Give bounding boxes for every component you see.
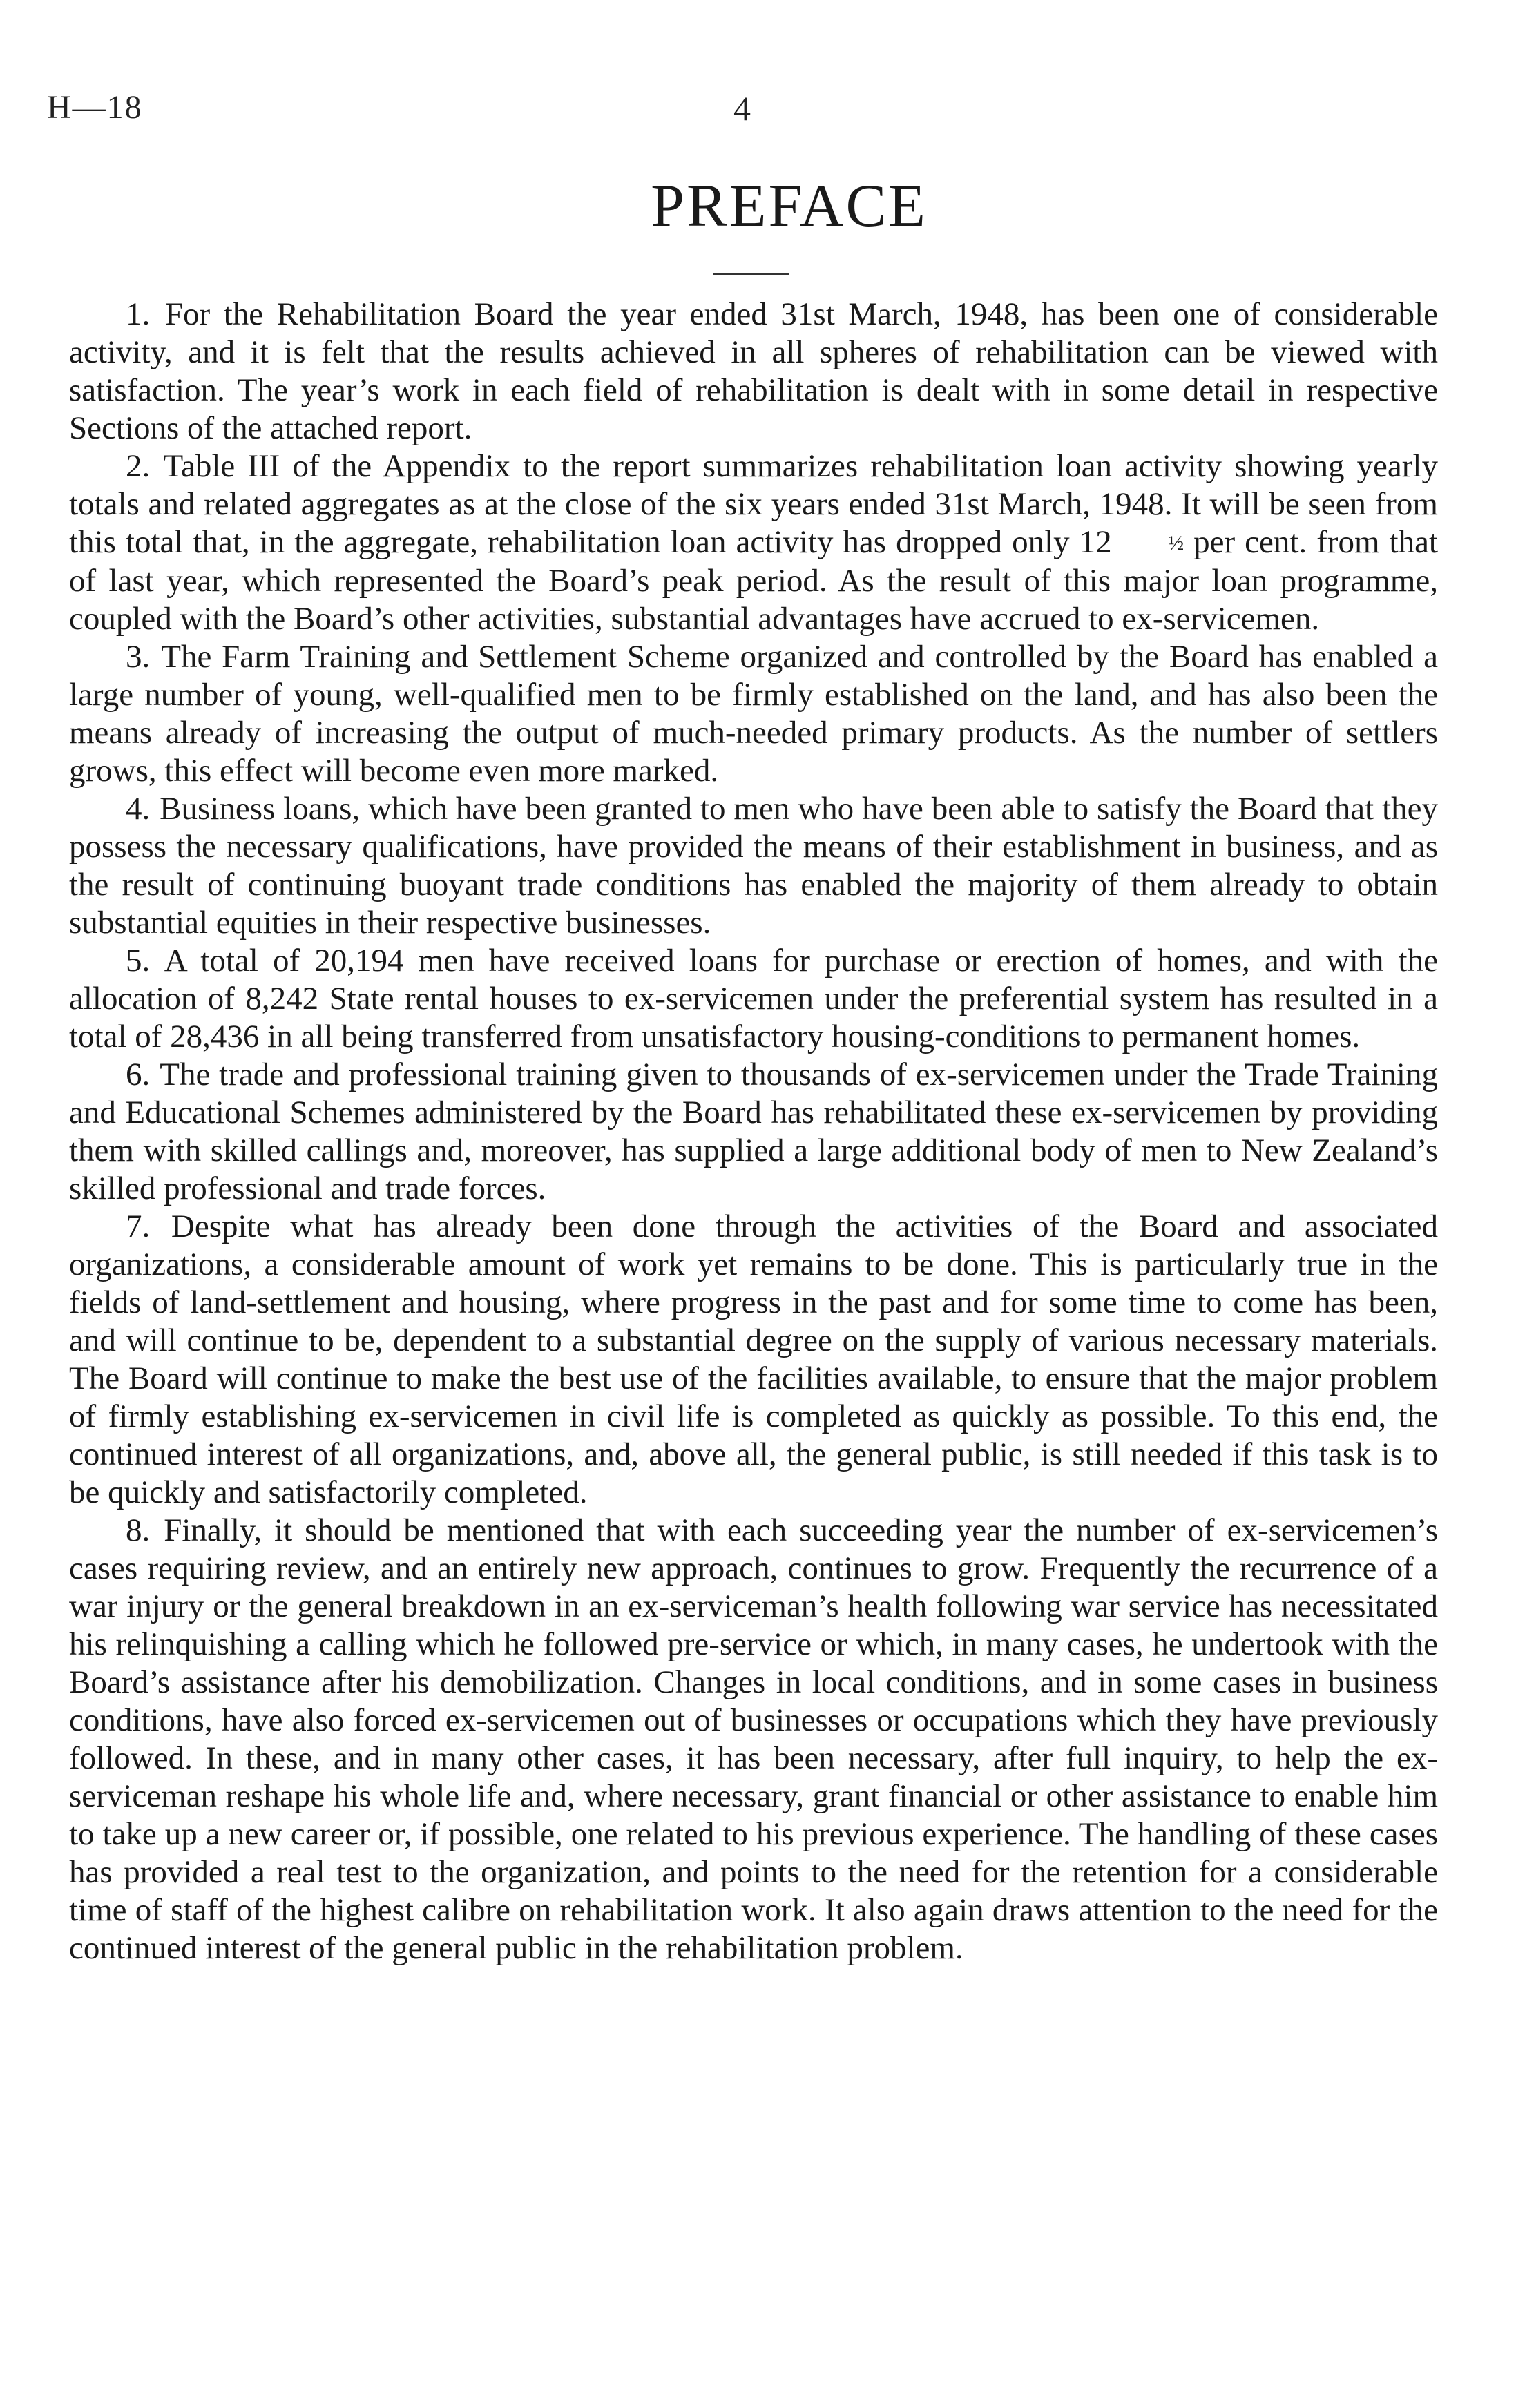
paragraph-text: For the Rehabilitation Board the year ended 31st March, 1948, has been one of considerable activity, and it is felt that the results achieved in all spheres of rehabilitation can be viewed with satisfaction. The year’s work in each field of rehabilitation is dealt with in some detail in respective Sections of the attached report. [69, 296, 1439, 446]
paragraph-text: The Farm Training and Settlement Scheme organized and controlled by the Board has enabled a large number of young, well-qualified men to be firmly established on the land, and has also been the means already of increasing the output of much-needed primary products. As the number of settlers grows, this effect will become even more marked. [69, 639, 1438, 789]
paragraph-number: 5. [126, 943, 151, 979]
title-divider [713, 273, 789, 275]
paragraph-number: 1. [126, 296, 151, 332]
paragraph-text-continued: per cent. from that of last year, which represented the Board’s peak period. As the result of this major loan programme, coupled with the Board’s other activities, substantial advantages have accrued to ex-servicemen. [69, 524, 1438, 637]
paragraph-5 [69, 942, 1438, 1056]
paragraph-2 [69, 447, 1438, 638]
paragraph-3 [69, 638, 1438, 790]
paragraph-4 [69, 790, 1438, 942]
page-number: 4 [733, 89, 751, 128]
paragraph-text: Despite what has already been done through the activities of the Board and associated organizations, a considerable amount of work yet remains to be done. This is particularly true in the fields of land-settlement and housing, where progress in the past and for some time to come has been, and will continue to be, dependent to a substantial degree on the supply of various necessary materials. The Board will continue to make the best use of the facilities available, to ensure that the major problem of firmly establishing ex-servicemen in civil life is completed as quickly as possible. To this end, the continued interest of all organizations, and, above all, the general public, is still needed if this task is to be quickly and satisfactorily completed. [69, 1208, 1439, 1510]
fraction-half: ½ [1168, 532, 1184, 555]
paragraph-text: A total of 20,194 men have received loans for purchase or erection of homes, and with the allocation of 8,242 State rental houses to ex-servicemen under the preferential system has resulted in a total of 28,436 in all being transferred from unsatisfactory housing-conditions to permanent homes. [69, 943, 1438, 1054]
preface-body [69, 296, 1438, 1967]
paragraph-1 [69, 296, 1438, 447]
paragraph-number: 8. [126, 1512, 151, 1548]
paragraph-text: Table III of the Appendix to the report summarizes rehabilitation loan activity showing yearly totals and related aggregates as at the close of the six years ended 31st March, 1948. It will be seen from this total that, in the aggregate, rehabilitation loan activity has dropped only 12 [69, 448, 1438, 560]
paragraph-8 [69, 1512, 1438, 1967]
document-code: H—18 [47, 89, 143, 126]
paragraph-number: 4. [126, 791, 151, 827]
paragraph-number: 7. [126, 1208, 151, 1244]
paragraph-number: 3. [126, 639, 151, 675]
paragraph-7 [69, 1208, 1438, 1512]
paragraph-6 [69, 1056, 1438, 1208]
paragraph-number: 6. [126, 1057, 151, 1092]
paragraph-text: The trade and professional training given to thousands of ex-servicemen under the Trade Training and Educational Schemes administered by the Board has rehabilitated these ex-servicemen by providing them with skilled callings and, moreover, has supplied a large additional body of men to New Zealand’s skilled professional and trade forces. [69, 1057, 1438, 1206]
paragraph-text: Finally, it should be mentioned that with each succeeding year the number of ex-servicemen’s cases requiring review, and an entirely new approach, continues to grow. Frequently the recurrence of a war injury or the general breakdown in an ex-serviceman’s health following war service has necessitated his relinquishing a calling which he followed pre-service or which, in many cases, he undertook with the Board’s assistance after his demobilization. Changes in local conditions, and in some cases in business conditions, have also forced ex-servicemen out of businesses or occupations which they have previously followed. In these, and in many other cases, it has been necessary, after full inquiry, to help the ex-serviceman reshape his whole life and, where necessary, grant financial or other assistance to enable him to take up a new career or, if possible, one related to his previous experience. The handling of these cases has provided a real test to the organization, and points to the need for the retention for a considerable time of staff of the highest calibre on rehabilitation work. It also again draws attention to the need for the continued interest of the general public in the rehabilitation problem. [69, 1512, 1439, 1966]
page-title: PREFACE [651, 173, 928, 240]
paragraph-number: 2. [126, 448, 151, 484]
paragraph-text: Business loans, which have been granted to men who have been able to satisfy the Board that they possess the necessary qualifications, have provided the means of their establishment in business, and as the result of continuing buoyant trade conditions has enabled the majority of them already to obtain substantial equities in their respective businesses. [69, 791, 1439, 941]
